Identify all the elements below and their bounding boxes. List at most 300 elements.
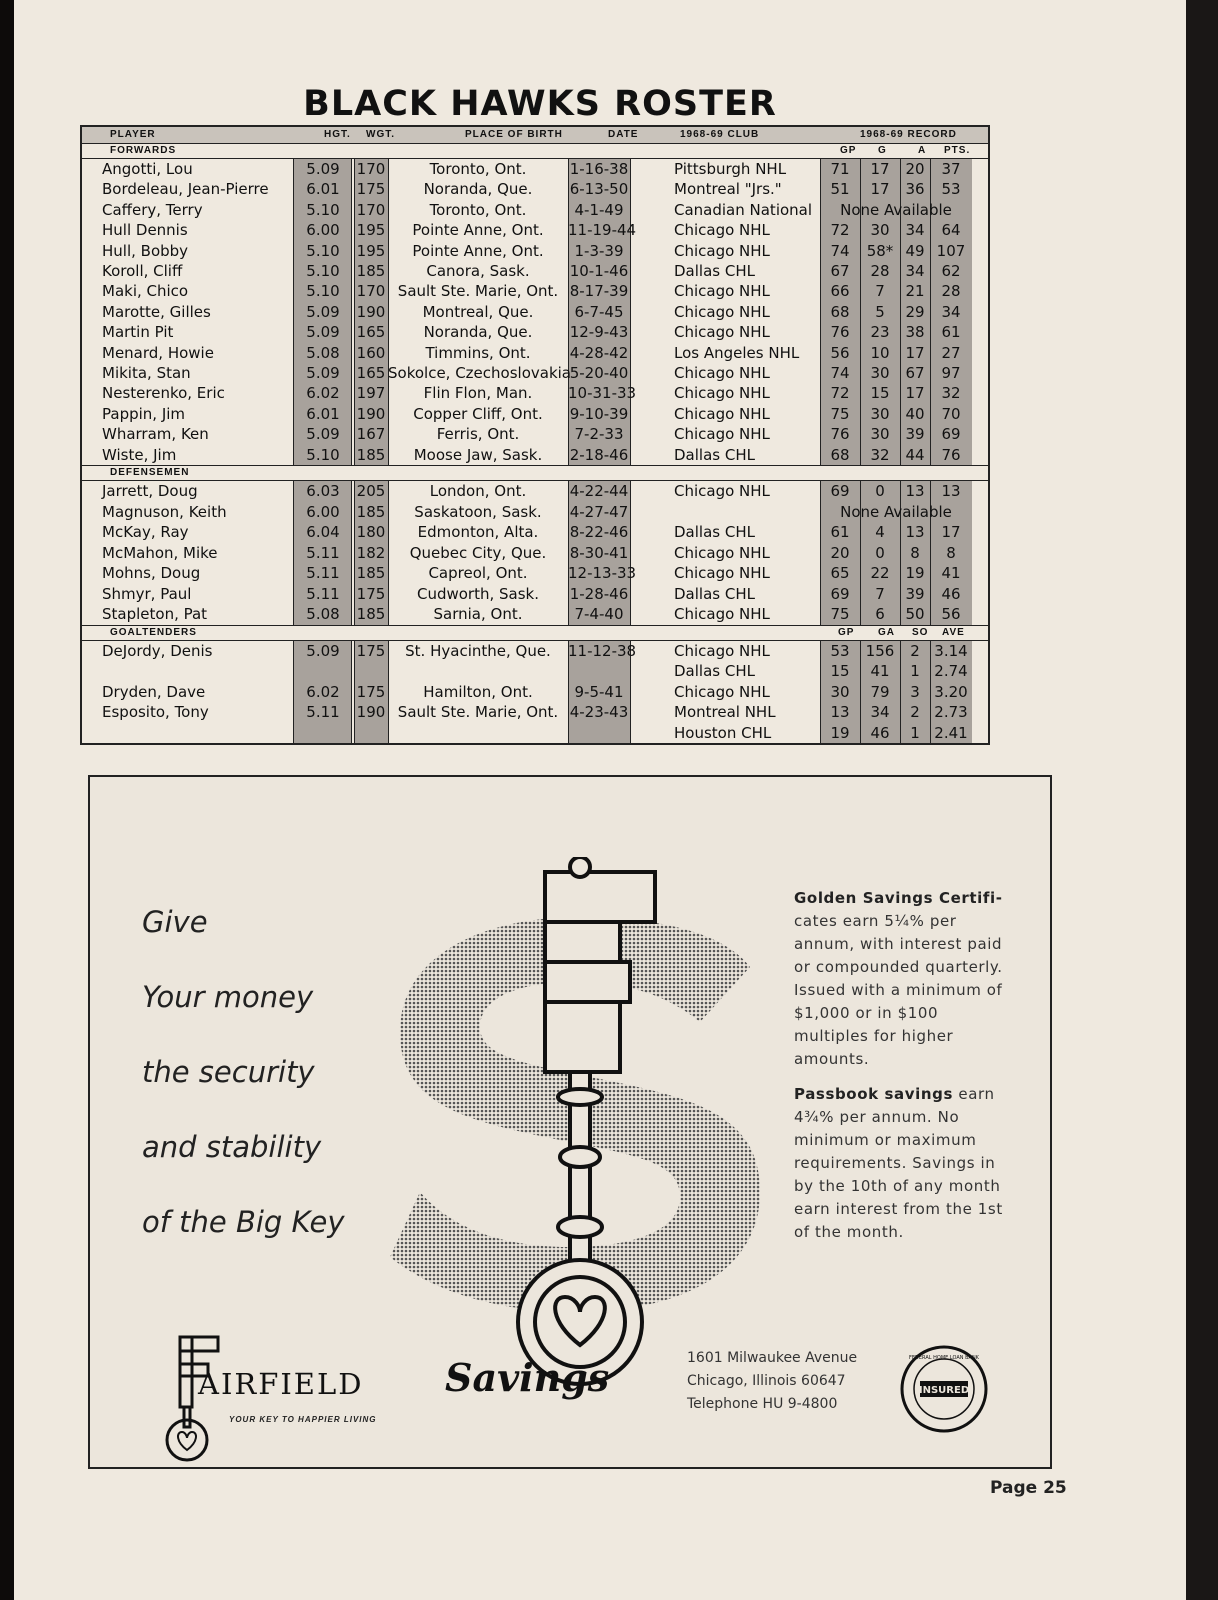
- player-name: Mikita, Stan: [102, 364, 191, 382]
- stat-gp: 15: [830, 662, 850, 680]
- player-name: Mohns, Doug: [102, 564, 201, 582]
- tagline-line-3: the security: [142, 1055, 315, 1089]
- club: Chicago NHL: [674, 221, 770, 240]
- table-row: [82, 179, 988, 200]
- stat-a: 20: [905, 160, 925, 178]
- tagline-line-5: of the Big Key: [142, 1205, 345, 1239]
- club: Chicago NHL: [674, 641, 770, 660]
- stat-a: 2: [910, 703, 920, 721]
- birth-place: Toronto, Ont.: [429, 160, 527, 178]
- table-row: [82, 200, 988, 221]
- header-club: 1968-69 CLUB: [680, 129, 760, 140]
- player-weight: 197: [356, 384, 386, 403]
- player-height: 6.01: [306, 404, 340, 423]
- stat-pts: 62: [941, 262, 961, 280]
- seal-ring-text: FEDERAL HOME LOAN BANK: [909, 1355, 979, 1361]
- player-weight: 185: [356, 605, 386, 623]
- club: Chicago NHL: [674, 543, 770, 562]
- player-height: 5.10: [306, 445, 340, 464]
- stat-a: 2: [910, 641, 920, 660]
- stat-pts: 8: [946, 543, 956, 562]
- stat-g: 10: [870, 343, 890, 362]
- player-weight: 190: [356, 703, 386, 721]
- birth-place: Copper Cliff, Ont.: [413, 404, 543, 423]
- player-height: 5.09: [306, 364, 340, 382]
- player-height: 5.10: [306, 200, 340, 219]
- player-name: Angotti, Lou: [102, 160, 193, 178]
- table-row: [82, 723, 988, 744]
- birth-place: Noranda, Que.: [423, 180, 533, 199]
- birth-date: 8-17-39: [569, 282, 629, 301]
- table-row: [82, 302, 988, 323]
- brand-script: Savings: [445, 1355, 610, 1400]
- player-name: Martin Pit: [102, 323, 174, 342]
- defensemen-group: [82, 481, 988, 625]
- birth-date: 1-16-38: [569, 160, 629, 178]
- record-none: None Available: [840, 502, 952, 521]
- player-height: 6.02: [306, 682, 340, 701]
- club: Houston CHL: [674, 723, 772, 742]
- club: Dallas CHL: [674, 523, 755, 541]
- birth-date: 9-10-39: [569, 404, 629, 423]
- player-height: 6.03: [306, 482, 340, 500]
- stat-g: 22: [870, 564, 890, 582]
- player-height: 5.10: [306, 262, 340, 280]
- player-weight: 185: [356, 564, 386, 582]
- stat-gp: 72: [830, 384, 850, 403]
- birth-place: Toronto, Ont.: [429, 200, 527, 219]
- player-weight: 170: [356, 160, 386, 178]
- player-weight: 170: [356, 200, 386, 219]
- roster-table: [80, 125, 990, 745]
- club: Montreal NHL: [674, 703, 776, 721]
- stat-gp: 67: [830, 262, 850, 280]
- birth-place: Timmins, Ont.: [425, 343, 531, 362]
- player-height: 6.00: [306, 221, 340, 240]
- birth-place: Sault Ste. Marie, Ont.: [397, 703, 559, 721]
- birth-place: Noranda, Que.: [423, 323, 533, 342]
- player-weight: 190: [356, 404, 386, 423]
- player-weight: 175: [356, 180, 386, 199]
- player-name: Stapleton, Pat: [102, 605, 208, 623]
- stat-a: 13: [905, 523, 925, 541]
- stat-pts: 107: [936, 241, 966, 260]
- page-number: Page 25: [990, 1478, 1067, 1498]
- stat-pts: 69: [941, 425, 961, 444]
- player-height: 5.10: [306, 241, 340, 260]
- stat-pts: 2.41: [934, 723, 968, 742]
- table-row: [82, 661, 988, 682]
- player-height: 5.09: [306, 160, 340, 178]
- stat-a: 13: [905, 482, 925, 500]
- table-row: [82, 481, 988, 502]
- birth-date: 2-18-46: [569, 445, 629, 464]
- stat-a: 3: [910, 682, 920, 701]
- stat-header-pts: PTS.: [944, 145, 971, 156]
- club: Montreal "Jrs.": [674, 180, 782, 199]
- tagline-line-4: and stability: [142, 1130, 322, 1164]
- player-name: Hull Dennis: [102, 221, 188, 240]
- header-place: PLACE OF BIRTH: [465, 129, 563, 140]
- record-none: None Available: [840, 200, 952, 219]
- club: Los Angeles NHL: [674, 343, 800, 362]
- goaltenders-section-label: GOALTENDERS GP GA SO AVE: [82, 625, 988, 641]
- stat-g: 6: [875, 605, 885, 623]
- player-name: Shmyr, Paul: [102, 584, 192, 603]
- stat-gp: 75: [830, 605, 850, 623]
- club: Chicago NHL: [674, 404, 770, 423]
- club: Chicago NHL: [674, 425, 770, 444]
- birth-place: Pointe Anne, Ont.: [412, 241, 544, 260]
- club: Dallas CHL: [674, 662, 755, 680]
- player-name: Esposito, Tony: [102, 703, 209, 721]
- defensemen-section-label: DEFENSEMEN: [82, 465, 988, 481]
- club: Canadian National: [674, 200, 813, 219]
- birth-date: 12-13-33: [568, 564, 637, 582]
- player-height: 6.02: [306, 384, 340, 403]
- header-player: PLAYER: [110, 129, 156, 140]
- stat-pts: 34: [941, 302, 961, 321]
- passbook-paragraph: Passbook savings earn 4¾% per annum. No minimum or maximum requirements. Savings in by the 10th of any month earn interest from the 1st of the month.: [794, 1085, 1003, 1241]
- table-row: [82, 702, 988, 723]
- club: Pittsburgh NHL: [674, 160, 787, 178]
- birth-place: Saskatoon, Sask.: [414, 502, 542, 521]
- address-line-2: Chicago, Illinois 60647: [687, 1373, 846, 1389]
- stat-gp: 61: [830, 523, 850, 541]
- stat-pts: 76: [941, 445, 961, 464]
- stat-g: 34: [870, 703, 890, 721]
- stat-g: 58*: [866, 241, 894, 260]
- stat-gp: 65: [830, 564, 850, 582]
- ad-body-text: [794, 887, 1014, 1256]
- club: Chicago NHL: [674, 482, 770, 500]
- stat-g: 17: [870, 160, 890, 178]
- club: Chicago NHL: [674, 605, 770, 623]
- stat-g: 7: [875, 584, 885, 603]
- goalie-header-ave: AVE: [942, 626, 965, 638]
- player-name: Wharram, Ken: [102, 425, 209, 444]
- player-height: 5.09: [306, 425, 340, 444]
- table-row: [82, 445, 988, 466]
- birth-place: Sarnia, Ont.: [433, 605, 523, 623]
- birth-place: London, Ont.: [429, 482, 527, 500]
- player-weight: 175: [356, 584, 386, 603]
- stat-pts: 28: [941, 282, 961, 301]
- binding-edge: [0, 0, 14, 1600]
- player-name: Maki, Chico: [102, 282, 189, 301]
- stat-gp: 75: [830, 404, 850, 423]
- stat-gp: 13: [830, 703, 850, 721]
- player-name: McMahon, Mike: [102, 543, 218, 562]
- stat-g: 30: [870, 221, 890, 240]
- stat-g: 46: [870, 723, 890, 742]
- stat-gp: 20: [830, 543, 850, 562]
- birth-date: 6-7-45: [574, 302, 624, 321]
- club: Chicago NHL: [674, 384, 770, 403]
- birth-date: 4-27-47: [569, 502, 629, 521]
- player-weight: 195: [356, 221, 386, 240]
- seal-label: INSURED: [918, 1385, 970, 1396]
- player-name: Nesterenko, Eric: [102, 384, 225, 403]
- birth-place: Moose Jaw, Sask.: [413, 445, 543, 464]
- goaltenders-group: [82, 641, 988, 744]
- stat-g: 28: [870, 262, 890, 280]
- birth-date: 6-13-50: [569, 180, 629, 199]
- stat-gp: 53: [830, 641, 850, 660]
- player-weight: 170: [356, 282, 386, 301]
- birth-place: Quebec City, Que.: [409, 543, 547, 562]
- stat-a: 40: [905, 404, 925, 423]
- club: Chicago NHL: [674, 682, 770, 701]
- stat-gp: 56: [830, 343, 850, 362]
- player-weight: 182: [356, 543, 386, 562]
- forwards-group: [82, 159, 988, 465]
- goalie-header-ga: GA: [878, 626, 895, 638]
- stat-pts: 53: [941, 180, 961, 199]
- stat-gp: 72: [830, 221, 850, 240]
- player-name: Caffery, Terry: [102, 200, 203, 219]
- birth-date: 4-23-43: [569, 703, 629, 721]
- club: Chicago NHL: [674, 323, 770, 342]
- player-height: 5.09: [306, 302, 340, 321]
- stat-g: 4: [875, 523, 885, 541]
- stat-a: 21: [905, 282, 925, 301]
- stat-pts: 64: [941, 221, 961, 240]
- player-name: McKay, Ray: [102, 523, 189, 541]
- table-row: [82, 241, 988, 262]
- table-row: [82, 159, 988, 180]
- stat-gp: 71: [830, 160, 850, 178]
- table-row: [82, 522, 988, 543]
- birth-date: 4-22-44: [569, 482, 629, 500]
- tagline-line-1: Give: [142, 905, 208, 939]
- player-name: Marotte, Gilles: [102, 302, 211, 321]
- table-row: [82, 220, 988, 241]
- player-weight: 160: [356, 343, 386, 362]
- player-height: 5.09: [306, 641, 340, 660]
- stat-g: 30: [870, 425, 890, 444]
- birth-place: Ferris, Ont.: [436, 425, 520, 444]
- player-weight: 165: [356, 323, 386, 342]
- stat-pts: 2.73: [934, 703, 968, 721]
- forwards-section-label: FORWARDS GP G A PTS.: [82, 144, 988, 159]
- stat-pts: 37: [941, 160, 961, 178]
- stat-a: 8: [910, 543, 920, 562]
- birth-date: 4-28-42: [569, 343, 629, 362]
- stat-header-gp: GP: [840, 145, 857, 156]
- stat-gp: 68: [830, 302, 850, 321]
- stat-pts: 41: [941, 564, 961, 582]
- table-row: [82, 261, 988, 282]
- stat-a: 17: [905, 384, 925, 403]
- stat-g: 17: [870, 180, 890, 199]
- roster-header-row: [82, 125, 988, 144]
- stat-g: 7: [875, 282, 885, 301]
- address-block: [687, 1347, 857, 1416]
- brand-slogan: YOUR KEY TO HAPPIER LIVING: [229, 1415, 377, 1424]
- player-height: 6.00: [306, 502, 340, 521]
- stat-a: 36: [905, 180, 925, 199]
- stat-g: 41: [870, 662, 890, 680]
- stat-pts: 17: [941, 523, 961, 541]
- page-title: BLACK HAWKS ROSTER: [303, 84, 777, 124]
- stat-gp: 69: [830, 584, 850, 603]
- goalie-header-so: SO: [912, 626, 929, 638]
- stat-g: 79: [870, 682, 890, 701]
- table-row: [82, 363, 988, 384]
- player-name: Koroll, Cliff: [102, 262, 183, 280]
- table-row: [82, 584, 988, 605]
- header-record: 1968-69 RECORD: [860, 129, 957, 140]
- club: Dallas CHL: [674, 584, 755, 603]
- stat-a: 39: [905, 425, 925, 444]
- stat-pts: 27: [941, 343, 961, 362]
- stat-a: 39: [905, 584, 925, 603]
- birth-place: St. Hyacinthe, Que.: [405, 641, 551, 660]
- stat-gp: 74: [830, 364, 850, 382]
- header-date: DATE: [608, 129, 639, 140]
- birth-place: Canora, Sask.: [426, 262, 530, 280]
- stat-g: 5: [875, 302, 885, 321]
- player-name: Jarrett, Doug: [102, 482, 198, 500]
- player-name: Magnuson, Keith: [102, 502, 227, 521]
- header-wgt: WGT.: [366, 129, 395, 140]
- stat-pts: 97: [941, 364, 961, 382]
- birth-date: 8-30-41: [569, 543, 629, 562]
- player-name: Menard, Howie: [102, 343, 214, 362]
- stat-g: 32: [870, 445, 890, 464]
- birth-place: Pointe Anne, Ont.: [412, 221, 544, 240]
- birth-date: 7-4-40: [574, 605, 624, 623]
- birth-date: 10-1-46: [569, 262, 629, 280]
- stat-gp: 66: [830, 282, 850, 301]
- player-height: 5.08: [306, 343, 340, 362]
- stat-pts: 56: [941, 605, 961, 623]
- table-row: [82, 641, 988, 662]
- stat-g: 30: [870, 364, 890, 382]
- player-height: 5.11: [306, 564, 340, 582]
- birth-date: 7-2-33: [574, 425, 624, 444]
- birth-date: 1-28-46: [569, 584, 629, 603]
- stat-a: 34: [905, 262, 925, 280]
- stat-g: 23: [870, 323, 890, 342]
- player-height: 5.11: [306, 703, 340, 721]
- birth-place: Sokolce, Czechoslovakia: [388, 364, 571, 382]
- birth-date: 1-3-39: [574, 241, 624, 260]
- club: Chicago NHL: [674, 302, 770, 321]
- fairfield-savings-ad: [88, 775, 1052, 1469]
- stat-a: 29: [905, 302, 925, 321]
- goalie-header-gp: GP: [838, 626, 855, 638]
- stat-g: 30: [870, 404, 890, 423]
- player-weight: 185: [356, 502, 386, 521]
- stat-pts: 2.74: [934, 662, 968, 680]
- player-height: 5.11: [306, 543, 340, 562]
- table-row: [82, 343, 988, 364]
- stat-gp: 30: [830, 682, 850, 701]
- stat-gp: 51: [830, 180, 850, 199]
- player-weight: 180: [356, 523, 386, 541]
- stat-a: 44: [905, 445, 925, 464]
- stat-a: 50: [905, 605, 925, 623]
- stat-gp: 68: [830, 445, 850, 464]
- brand-name: AIRFIELD: [198, 1367, 364, 1401]
- table-row: [82, 424, 988, 445]
- tagline-line-2: Your money: [142, 980, 314, 1014]
- table-row: [82, 322, 988, 343]
- birth-place: Sault Ste. Marie, Ont.: [397, 282, 559, 301]
- table-row: [82, 543, 988, 564]
- stat-gp: 19: [830, 723, 850, 742]
- stat-pts: 70: [941, 404, 961, 423]
- club: Dallas CHL: [674, 262, 755, 280]
- birth-date: 11-19-44: [568, 221, 637, 240]
- player-height: 5.11: [306, 584, 340, 603]
- golden-savings-paragraph: Golden Savings Certifi- cates earn 5¼% per annum, with interest paid or compounded quarterly. Issued with a minimum of $1,000 or in $100 multiples for higher amounts.: [794, 889, 1003, 1068]
- birth-date: 9-5-41: [574, 682, 624, 701]
- player-name: Dryden, Dave: [102, 682, 206, 701]
- club: Dallas CHL: [674, 445, 755, 464]
- birth-place: Capreol, Ont.: [428, 564, 528, 582]
- birth-date: 12-9-43: [569, 323, 629, 342]
- table-row: [82, 281, 988, 302]
- stat-g: 0: [875, 482, 885, 500]
- club: Chicago NHL: [674, 241, 770, 260]
- stat-gp: 76: [830, 323, 850, 342]
- player-name: Pappin, Jim: [102, 404, 186, 423]
- player-height: 6.01: [306, 180, 340, 199]
- stat-gp: 69: [830, 482, 850, 500]
- birth-date: 11-12-38: [568, 641, 637, 660]
- birth-place: Cudworth, Sask.: [416, 584, 540, 603]
- birth-place: Montreal, Que.: [422, 302, 534, 321]
- player-weight: 165: [356, 364, 386, 382]
- big-s-key-illustration: [380, 857, 780, 1417]
- stat-a: 19: [905, 564, 925, 582]
- table-row: [82, 383, 988, 404]
- stat-pts: 46: [941, 584, 961, 603]
- stat-pts: 3.14: [934, 641, 968, 660]
- birth-date: 4-1-49: [574, 200, 624, 219]
- table-row: [82, 404, 988, 425]
- player-name: Bordeleau, Jean-Pierre: [102, 180, 269, 199]
- address-line-3: Telephone HU 9-4800: [687, 1396, 838, 1412]
- stat-pts: 32: [941, 384, 961, 403]
- player-name: Wiste, Jim: [102, 445, 177, 464]
- player-weight: 175: [356, 682, 386, 701]
- player-name: Hull, Bobby: [102, 241, 189, 260]
- stat-g: 15: [870, 384, 890, 403]
- stat-g: 156: [865, 641, 895, 660]
- player-weight: 190: [356, 302, 386, 321]
- stat-a: 67: [905, 364, 925, 382]
- birth-date: 5-20-40: [569, 364, 629, 382]
- player-height: 6.04: [306, 523, 340, 541]
- stat-pts: 13: [941, 482, 961, 500]
- player-weight: 167: [356, 425, 386, 444]
- stat-gp: 74: [830, 241, 850, 260]
- stat-pts: 61: [941, 323, 961, 342]
- player-weight: 205: [356, 482, 386, 500]
- birth-place: Hamilton, Ont.: [423, 682, 533, 701]
- birth-date: 10-31-33: [568, 384, 637, 403]
- player-height: 5.09: [306, 323, 340, 342]
- stat-a: 34: [905, 221, 925, 240]
- player-name: DeJordy, Denis: [102, 641, 213, 660]
- player-weight: 175: [356, 641, 386, 660]
- birth-place: Flin Flon, Man.: [423, 384, 533, 403]
- birth-date: 8-22-46: [569, 523, 629, 541]
